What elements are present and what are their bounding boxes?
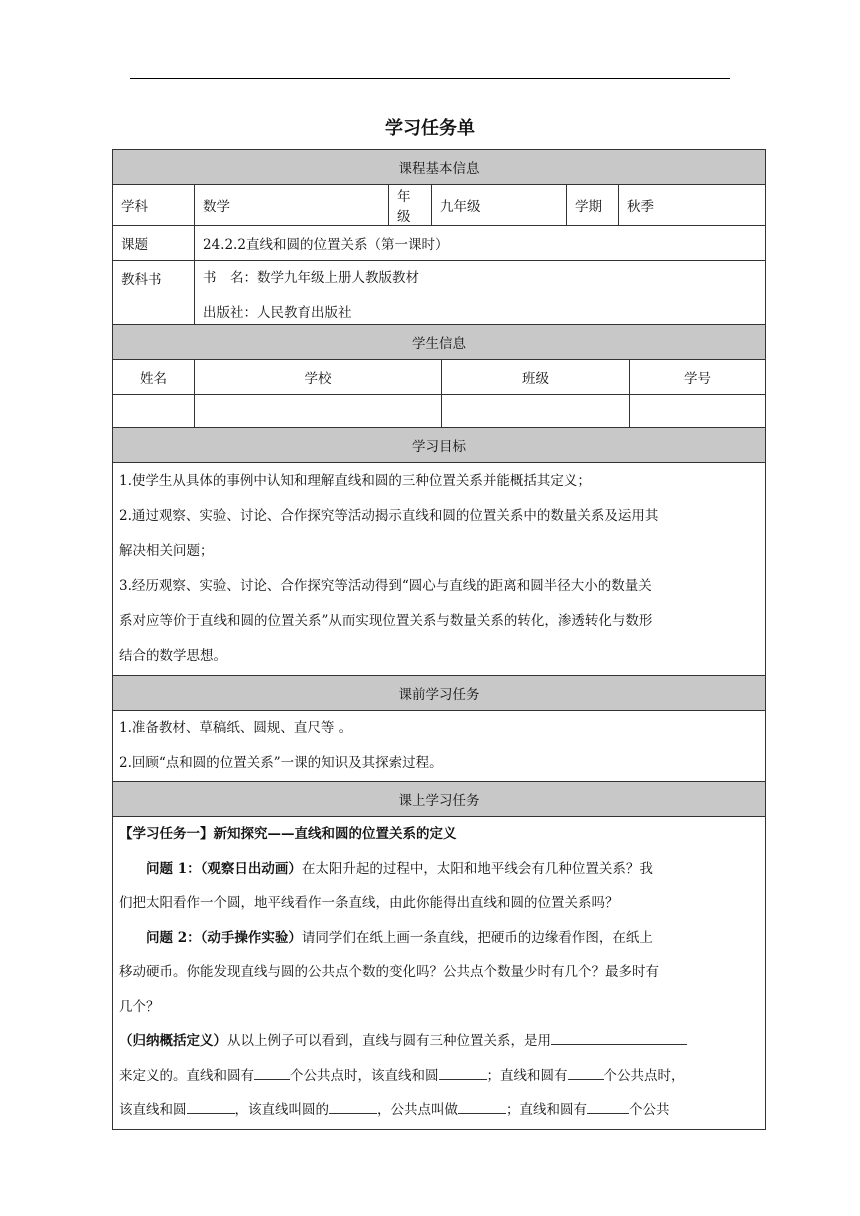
def-text: 来定义的。直线和圆有 — [119, 1067, 254, 1084]
grade-label: 年级 — [389, 185, 432, 226]
textbook-row — [113, 261, 766, 332]
pre-class-row — [113, 711, 766, 782]
objective-line: 2.通过观察、实验、讨论、合作探究等活动揭示直线和圆的位置关系中的数量关系及运用其 — [119, 508, 659, 524]
q2-label: 问题 2：（动手操作实验） — [146, 929, 302, 946]
book-name: 书 名：数学九年级上册人教版教材 — [203, 270, 419, 286]
textbook-label: 教科书 — [113, 261, 195, 332]
def-text: 该直线和圆 — [119, 1102, 187, 1118]
content-table — [112, 427, 766, 1130]
task1-bracket: 【学习任务一】 — [119, 826, 214, 842]
header-rule — [130, 78, 730, 79]
student-id-cell[interactable] — [630, 395, 766, 430]
pre-class-item: 1.准备教材、草稿纸、圆规、直尺等 。 — [119, 720, 353, 736]
definition-line-3 — [119, 1093, 759, 1128]
objective-line: 结合的数学思想。 — [119, 648, 227, 664]
task1-heading — [119, 817, 759, 852]
in-class-row — [113, 817, 766, 1130]
term-label: 学期 — [567, 185, 619, 226]
def-text: 从以上例子可以看到，直线与圆有三种位置关系，是用 — [227, 1033, 551, 1049]
def-text: 个公共点时， — [603, 1067, 685, 1084]
def-text: ；直线和圆有 — [506, 1102, 587, 1118]
name-column: 姓名 — [113, 360, 195, 395]
student-id-column: 学号 — [630, 360, 766, 395]
fill-blank[interactable] — [439, 1065, 487, 1080]
definition-line-2 — [119, 1059, 759, 1094]
def-text: ；直线和圆有 — [486, 1067, 568, 1084]
objective-line: 解决相关问题； — [119, 543, 214, 559]
pre-class-item: 2.回顾“点和圆的位置关系”一课的知识及其探索过程。 — [119, 755, 443, 771]
student-entry-row — [113, 395, 766, 430]
objective-line: 1.使学生从具体的事例中认知和理解直线和圆的三种位置关系并能概括其定义； — [119, 473, 591, 489]
student-info-header: 学生信息 — [113, 325, 766, 360]
objectives-row — [113, 463, 766, 676]
task1-title: 新知探究——直线和圆的位置关系的定义 — [213, 826, 457, 842]
task-sheet-table — [112, 149, 766, 332]
objective-line: 系对应等价于直线和圆的位置关系”从而实现位置关系与数量关系的转化，渗透转化与数形 — [119, 613, 653, 629]
class-column: 班级 — [442, 360, 630, 395]
topic-row — [113, 226, 766, 261]
fill-blank[interactable] — [329, 1099, 377, 1114]
q2-text-end: 几个？ — [119, 998, 160, 1015]
in-class-header: 课上学习任务 — [113, 782, 766, 817]
question-2 — [119, 921, 759, 956]
student-info-table — [112, 324, 766, 430]
student-columns-row — [113, 360, 766, 395]
class-cell[interactable] — [442, 395, 630, 430]
school-column: 学校 — [195, 360, 442, 395]
q1-text-cont: 们把太阳看作一个圆，地平线看作一条直线，由此你能得出直线和圆的位置关系吗？ — [119, 895, 619, 911]
term-value: 秋季 — [619, 185, 766, 226]
def-text: 个公共 — [629, 1102, 670, 1118]
topic-label: 课题 — [113, 226, 195, 261]
def-text: 个公共点时，该直线和圆 — [290, 1067, 439, 1084]
fill-blank[interactable] — [254, 1065, 290, 1080]
def-label: （归纳概括定义） — [119, 1033, 227, 1049]
pre-class-header: 课前学习任务 — [113, 676, 766, 711]
fill-blank[interactable] — [568, 1065, 604, 1080]
name-cell[interactable] — [113, 395, 195, 430]
subject-value: 数学 — [195, 185, 389, 226]
def-text: ，该直线叫圆的 — [234, 1102, 329, 1118]
fill-blank[interactable] — [187, 1099, 235, 1114]
q2-text-cont: 移动硬币。你能发现直线与圆的公共点个数的变化吗？公共点个数量少时有几个？最多时有 — [119, 964, 659, 980]
school-cell[interactable] — [195, 395, 442, 430]
topic-value: 24.2.2直线和圆的位置关系（第一课时） — [195, 226, 766, 261]
objectives-header: 学习目标 — [113, 428, 766, 463]
question-1 — [119, 852, 759, 887]
publisher: 出版社：人民教育出版社 — [203, 305, 352, 321]
grade-value: 九年级 — [432, 185, 567, 226]
fill-blank[interactable] — [458, 1099, 506, 1114]
objective-line: 3.经历观察、实验、讨论、合作探究等活动得到“圆心与直线的距离和圆半径大小的数量关 — [119, 578, 652, 594]
subject-row — [113, 185, 766, 226]
fill-blank[interactable] — [551, 1030, 687, 1045]
definition-line-1 — [119, 1024, 759, 1059]
q2-text: 请同学们在纸上画一条直线，把硬币的边缘看作图，在纸上 — [301, 929, 653, 946]
q1-text: 在太阳升起的过程中，太阳和地平线会有几种位置关系？我 — [301, 860, 653, 877]
q1-label: 问题 1：（观察日出动画） — [146, 860, 302, 877]
subject-label: 学科 — [113, 185, 195, 226]
document-title: 学习任务单 — [385, 118, 475, 139]
course-info-header: 课程基本信息 — [113, 150, 766, 185]
def-text: ，公共点叫做 — [377, 1102, 458, 1118]
fill-blank[interactable] — [587, 1099, 629, 1114]
